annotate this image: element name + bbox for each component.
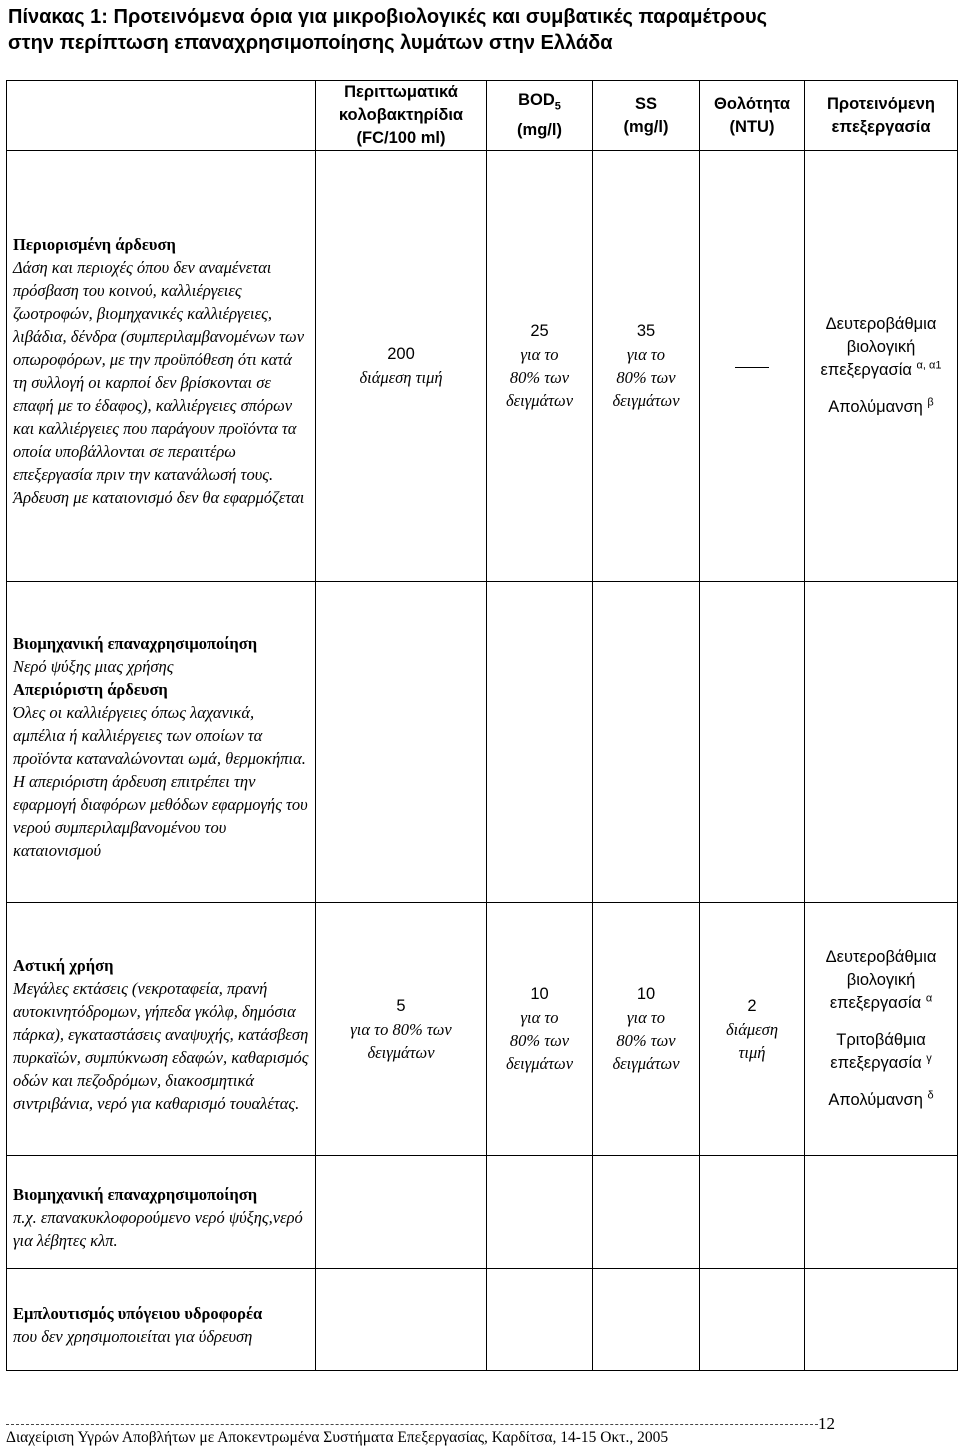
bod-cell: 25 για το 80% των δειγμάτων: [487, 151, 593, 582]
fc-cell: [316, 1269, 487, 1371]
header-treatment: Προτεινόμενη επεξεργασία: [805, 81, 958, 151]
ss-cell: [593, 1269, 700, 1371]
treatment-cell: [805, 1156, 958, 1269]
ss-cell: [593, 582, 700, 903]
treatment-cell: Δευτεροβάθμια βιολογική επεξεργασία $^{\alpha, \alpha 1}$ Απολύμανση $^\beta$: [805, 151, 958, 582]
header-fc: Περιττωματικά κολοβακτηρίδια (FC/100 ml): [316, 81, 487, 151]
bod-cell: [487, 582, 593, 903]
header-row: [7, 81, 958, 151]
turbidity-cell: [700, 1269, 805, 1371]
footer-divider: [6, 1424, 818, 1425]
ss-cell: [593, 1156, 700, 1269]
turbidity-cell: [700, 582, 805, 903]
header-application: [7, 81, 316, 151]
fc-cell: [316, 1156, 487, 1269]
table-title-line1: Πίνακας 1: Προτεινόμενα όρια για μικροβιολογικές και συμβατικές παραμέτρους: [8, 6, 768, 28]
table-title: [8, 4, 938, 56]
fc-cell: [316, 582, 487, 903]
application-description: Δάση και περιοχές όπου δεν αναμένεται πρόσβαση του κοινού, καλλιέργειες ζωοτροφών, βιομηχανικές καλλιέργειες, λιβάδια, δένδρα (συμπεριλαμβανομένων των οπωροφόρων, με την προϋπόθεση ότι κατά τη συλλογή οι καρποί δεν βρίσκονται σε επαφή με το έδαφος), καλλιέργειες σπόρων και καλλιέργειες που παράγουν προϊόντα τα οποία υποβάλλονται σε περαιτέρω επεξεργασία πριν την κατανάλωσή τους. Άρδευση με καταιονισμό δεν θα εφαρμόζεται: [13, 258, 305, 507]
table-row: [7, 582, 958, 903]
ss-cell: 35 για το 80% των δειγμάτων: [593, 151, 700, 582]
treatment-cell: [805, 582, 958, 903]
treatment-cell: [805, 1269, 958, 1371]
bod-cell: 10 για το 80% των δειγμάτων: [487, 903, 593, 1156]
application-cell: Αστική χρήση Μεγάλες εκτάσεις (νεκροταφεία, πρανή αυτοκινητόδρομων, γήπεδα γκόλφ, δημόσια πάρκα), εγκαταστάσεις αναψυχής, κατάσβεση πυρκαϊών, συμπύκνωση εδαφών, καθαρισμός οδών και πεζοδρόμων, διακοσμητικά σιντριβάνια, νερό για καθαρισμό τουαλέτας.: [7, 903, 316, 1156]
reuse-limits-table: [6, 80, 958, 1371]
table-row: [7, 1156, 958, 1269]
application-title: Περιορισμένη άρδευση: [13, 235, 176, 254]
application-cell: Βιομηχανική επαναχρησιμοποίηση π.χ. επανακυκλοφορούμενο νερό ψύξης,νερό για λέβητες κλπ.: [7, 1156, 316, 1269]
application-cell: [7, 151, 316, 582]
fc-cell: 5 για το 80% των δειγμάτων: [316, 903, 487, 1156]
header-turbidity: Θολότητα (NTU): [700, 81, 805, 151]
header-bod: $BOD_5$ (mg/l): [487, 81, 593, 151]
table-row: [7, 151, 958, 582]
bod-cell: [487, 1269, 593, 1371]
application-cell: Εμπλουτισμός υπόγειου υδροφορέα που δεν χρησιμοποιείται για ύδρευση: [7, 1269, 316, 1371]
footer-text: Διαχείριση Υγρών Αποβλήτων με Αποκεντρωμένα Συστήματα Επεξεργασίας, Καρδίτσα, 14-15 Οκτ., 2005: [6, 1429, 669, 1446]
page-number: 12: [818, 1414, 835, 1433]
turbidity-cell: [700, 1156, 805, 1269]
dash-mark: [735, 367, 769, 368]
header-ss: SS (mg/l): [593, 81, 700, 151]
fc-cell: 200 διάμεση τιμή: [316, 151, 487, 582]
treatment-cell: Δευτεροβάθμια βιολογική επεξεργασία $^\alpha$ Τριτοβάθμια επεξεργασία $^\gamma$ Απολύμανση $^\delta$: [805, 903, 958, 1156]
table-title-line2: στην περίπτωση επαναχρησιμοποίησης λυμάτων στην Ελλάδα: [8, 32, 613, 54]
ss-cell: 10 για το 80% των δειγμάτων: [593, 903, 700, 1156]
application-cell: Βιομηχανική επαναχρησιμοποίηση Νερό ψύξης μιας χρήσης Απεριόριστη άρδευση Όλες οι καλλιέργειες όπως λαχανικά, αμπέλια ή καλλιέργειες των οποίων τα προϊόντα καταναλώνονται ωμά, θερμοκήπια. Η απεριόριστη άρδευση επιτρέπει την εφαρμογή διαφόρων μεθόδων εφαρμογής του νερού συμπεριλαμβανομένου του καταιονισμού: [7, 582, 316, 903]
turbidity-cell: [700, 151, 805, 582]
turbidity-cell: 2 διάμεση τιμή: [700, 903, 805, 1156]
bod-cell: [487, 1156, 593, 1269]
table-row: [7, 1269, 958, 1371]
table-row: [7, 903, 958, 1156]
